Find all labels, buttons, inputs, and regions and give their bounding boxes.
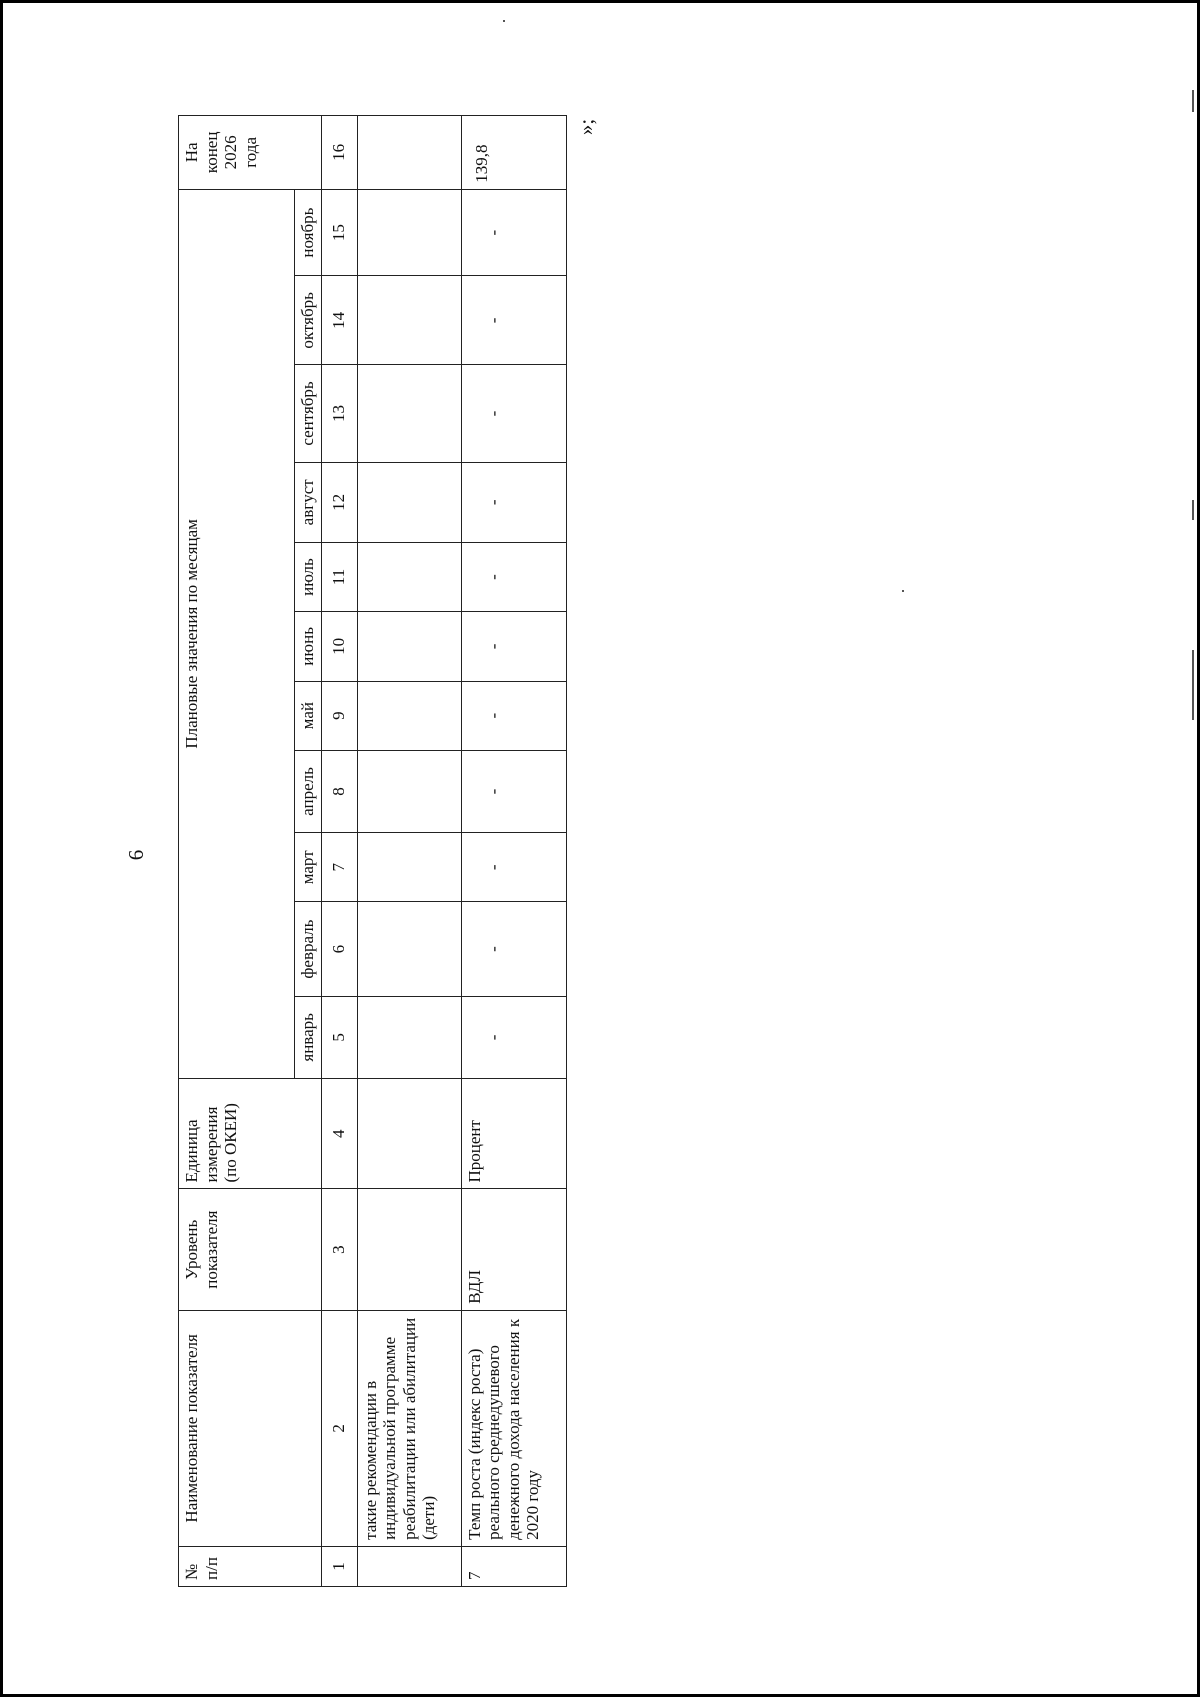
header-month-may: май — [295, 681, 322, 750]
scan-speck — [902, 590, 904, 592]
column-number: 14 — [321, 276, 357, 365]
column-number: 4 — [321, 1079, 357, 1189]
column-number: 2 — [321, 1310, 357, 1546]
indicator-plan-table — [178, 115, 567, 1587]
header-monthly-group: Плановые значения по месяцам — [179, 189, 295, 1078]
month-value-cell — [357, 833, 461, 902]
column-number: 10 — [321, 612, 357, 681]
month-value-cell: - — [461, 542, 566, 611]
indicator-level-cell: ВДЛ — [461, 1189, 566, 1310]
month-value-cell: - — [461, 276, 566, 365]
month-value-cell: - — [461, 462, 566, 542]
indicator-level-cell — [357, 1189, 461, 1310]
column-number: 15 — [321, 189, 357, 276]
scan-border-left — [0, 0, 3, 1697]
indicator-unit-cell — [357, 1079, 461, 1189]
column-number: 9 — [321, 681, 357, 750]
header-month-july: июль — [295, 542, 322, 611]
month-value-cell: - — [461, 902, 566, 996]
page-number: 6 — [124, 849, 148, 861]
header-year-end: На конец 2026 года — [179, 116, 322, 190]
month-value-cell: - — [461, 189, 566, 276]
header-month-september: сентябрь — [295, 365, 322, 462]
month-value-cell — [357, 750, 461, 832]
month-value-cell: - — [461, 750, 566, 832]
scan-speck — [503, 20, 505, 22]
scan-speck — [1192, 500, 1194, 520]
column-number: 6 — [321, 902, 357, 996]
column-number: 7 — [321, 833, 357, 902]
column-number: 3 — [321, 1189, 357, 1310]
month-value-cell: - — [461, 612, 566, 681]
indicator-name-cell: такие рекомендации в индивидуальной программе реабилитации или абилитации (дети) — [357, 1310, 461, 1546]
column-number: 1 — [321, 1546, 357, 1586]
scan-speck — [1192, 650, 1194, 720]
document-table-container — [178, 115, 557, 1587]
scan-speck — [1192, 90, 1194, 112]
header-month-august: август — [295, 462, 322, 542]
month-value-cell — [357, 462, 461, 542]
header-number: № п/п — [179, 1546, 322, 1586]
header-month-april: апрель — [295, 750, 322, 832]
column-number: 11 — [321, 542, 357, 611]
header-month-november: ноябрь — [295, 189, 322, 276]
month-value-cell — [357, 612, 461, 681]
month-value-cell: - — [461, 833, 566, 902]
year-end-value-cell: 139,8 — [461, 116, 566, 190]
header-month-february: февраль — [295, 902, 322, 996]
table-row — [461, 116, 566, 1587]
column-number: 12 — [321, 462, 357, 542]
month-value-cell — [357, 681, 461, 750]
month-value-cell — [357, 542, 461, 611]
header-month-january: январь — [295, 996, 322, 1078]
indicator-unit-cell: Процент — [461, 1079, 566, 1189]
header-month-october: октябрь — [295, 276, 322, 365]
table-row — [357, 116, 461, 1587]
month-value-cell — [357, 365, 461, 462]
scan-border-top — [0, 0, 1200, 3]
month-value-cell: - — [461, 365, 566, 462]
month-value-cell — [357, 276, 461, 365]
header-name: Наименование показателя — [179, 1310, 322, 1546]
month-value-cell — [357, 996, 461, 1078]
month-value-cell — [357, 189, 461, 276]
column-number: 8 — [321, 750, 357, 832]
indicator-name-cell: Темп роста (индекс роста) реального среднедушевого денежного дохода населения к 2020 году — [461, 1310, 566, 1546]
column-number-row — [321, 116, 357, 1587]
header-level: Уровень показателя — [179, 1189, 322, 1310]
year-end-value-cell — [357, 116, 461, 190]
column-number: 16 — [321, 116, 357, 190]
row-number-cell: 7 — [461, 1546, 566, 1586]
month-value-cell: - — [461, 681, 566, 750]
header-unit: Единица измерения (по ОКЕИ) — [179, 1079, 322, 1189]
closing-quote-mark: »; — [574, 118, 598, 136]
row-number-cell — [357, 1546, 461, 1586]
header-month-june: июнь — [295, 612, 322, 681]
month-value-cell — [357, 902, 461, 996]
column-number: 13 — [321, 365, 357, 462]
header-month-march: март — [295, 833, 322, 902]
column-number: 5 — [321, 996, 357, 1078]
month-value-cell: - — [461, 996, 566, 1078]
